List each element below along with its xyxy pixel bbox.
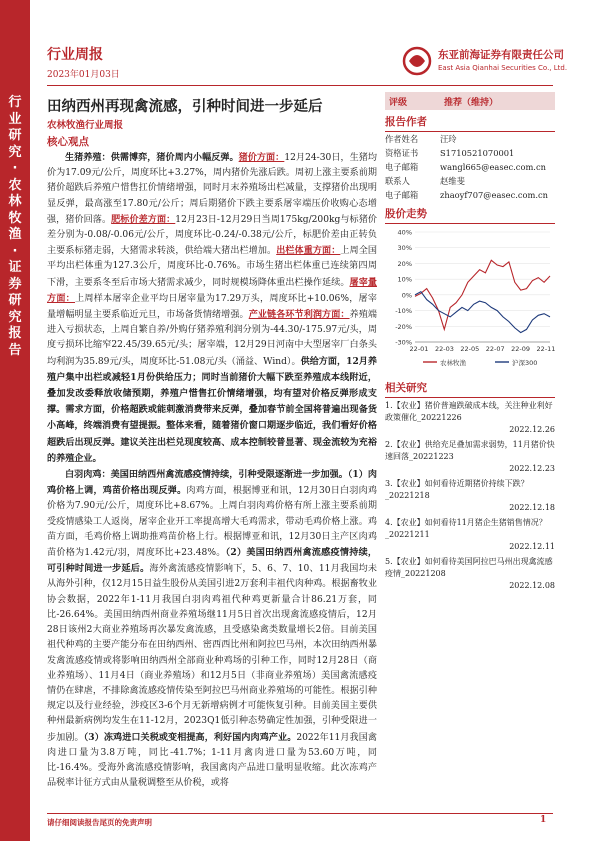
rating-value: 推荐（维持） bbox=[444, 97, 499, 108]
analyst-key: 资格证书 bbox=[385, 148, 419, 158]
header-divider bbox=[47, 85, 553, 86]
stock-chart bbox=[385, 224, 555, 374]
legend-label: 沪深300 bbox=[512, 359, 538, 367]
sidebar-banner bbox=[0, 0, 30, 841]
related-item-date: 2022.12.23 bbox=[509, 464, 555, 473]
analyst-heading: 报告作者 bbox=[385, 110, 555, 132]
report-type: 行业周报 bbox=[47, 47, 103, 63]
company-logo-icon bbox=[402, 46, 432, 76]
y-tick-label: 30% bbox=[397, 244, 412, 253]
related-item[interactable] bbox=[385, 439, 555, 475]
y-tick-label: 20% bbox=[397, 259, 412, 268]
main-body bbox=[47, 150, 377, 791]
pig-weight-heading: 出栏体重方面： bbox=[276, 245, 341, 257]
related-item[interactable] bbox=[385, 400, 555, 436]
legend-label: 农林牧渔 bbox=[440, 359, 466, 367]
x-tick-label: 22-09 bbox=[511, 345, 531, 353]
chicken-lead: 白羽肉鸡：美国田纳西州禽流感疫情持续，引种受限逐渐进一步加强。 bbox=[65, 469, 348, 481]
analyst-key: 电子邮箱 bbox=[385, 162, 419, 172]
paragraph-pig bbox=[47, 150, 377, 467]
y-tick-label: -30% bbox=[395, 338, 412, 347]
footer-divider bbox=[47, 813, 553, 814]
related-item[interactable] bbox=[385, 556, 555, 592]
related-item[interactable] bbox=[385, 517, 555, 553]
pig-price-heading: 猪价方面： bbox=[238, 152, 285, 163]
y-tick-label: 10% bbox=[397, 275, 412, 284]
analyst-key: 联系人 bbox=[385, 176, 410, 186]
company-name-en: East Asia Qianhai Securities Co., Ltd. bbox=[438, 64, 568, 72]
analyst-value: 赵维斐 bbox=[440, 176, 465, 186]
analyst-email-link[interactable]: zhaoyf707@easec.com.cn bbox=[440, 190, 548, 200]
analyst-value: S1710521070001 bbox=[440, 148, 515, 158]
sidebar-text: 行业研究·农林牧渔·证券研究报告 bbox=[8, 95, 22, 358]
x-tick-label: 22-11 bbox=[536, 345, 555, 353]
pig-weight-text: 上周全国平均出栏体重为127.3公斤，周度环比-0.76%。市场生猪出栏体重已连续第四周下滑，主要系冬至后市场大猪需求减少，同时规模场降体重出栏操作延续。 bbox=[47, 246, 377, 288]
analyst-row bbox=[385, 146, 555, 160]
related-list bbox=[385, 400, 555, 592]
y-tick-label: 0% bbox=[401, 291, 412, 300]
related-item[interactable] bbox=[385, 478, 555, 514]
pig-spread-heading: 肥标价差方面： bbox=[111, 213, 176, 225]
analyst-row bbox=[385, 188, 555, 202]
pig-profit-heading: 产业链各环节利润方面： bbox=[248, 309, 350, 321]
y-tick-label: -10% bbox=[395, 307, 412, 316]
analyst-key: 电子邮箱 bbox=[385, 190, 419, 200]
pig-price-text: 12月24-30日，生猪均价为17.09元/公斤，周度环比+3.27%，周内猪价先涨后跌。周初上涨主要系前期猪价超跌后养殖户惜售扛价情绪增强，同时月末养殖场出栏减量，支撑猪价出现明显反弹，最高涨至17.80元/公斤；周后期猪价下跌主要系屠宰端压价收购心态增强，猪价回落。 bbox=[47, 153, 377, 225]
rating-bar bbox=[385, 92, 555, 110]
related-item-date: 2022.12.18 bbox=[509, 503, 555, 512]
related-item-text[interactable]: 3.【农业】如何看待近期猪价持续下跌？_20221218 bbox=[385, 479, 529, 500]
y-tick-label: -20% bbox=[395, 322, 412, 331]
footer-disclaimer: 请仔细阅读报告尾页的免责声明 bbox=[47, 818, 152, 827]
chicken-point-1: （1）肉鸡价格上调，鸡苗价格出现反弹。 bbox=[47, 469, 377, 497]
pig-slaughter-heading: 屠宰量方面： bbox=[47, 276, 377, 304]
pig-profit-text: 养殖端进入亏损状态，上周自繁自养/外购仔猪养殖利润分别为-44.30/-175.97元/头，周度亏损环比缩窄22.45/39.65元/头；屠宰端，12月29日河南中大型屠宰厂白条头均利润为35.89元/头，周度环比-51.08元/头（涌益、Wind）。 bbox=[47, 310, 377, 367]
related-heading: 相关研究 bbox=[385, 376, 555, 398]
chicken-point-3-text: 2022年11月我国禽肉进口量为3.8万吨，同比-41.7%；1-11月禽肉进口量为53.60万吨，同比-16.4%。受海外禽流感疫情影响，我国禽肉产品进口量明显收缩。此次冻鸡产品税率计征方式由从量税调整至从价税，或将 bbox=[47, 732, 377, 789]
analyst-email-link[interactable]: wangl665@easec.com.cn bbox=[440, 162, 546, 172]
pig-slaughter-text: 上周样本屠宰企业平均日屠宰量为17.29万头，周度环比+10.06%，屠宰量增幅明显主要系临近元旦，市场备货情绪增强。 bbox=[47, 293, 377, 321]
report-subtitle: 农林牧渔行业周报 bbox=[47, 120, 124, 131]
rating-label: 评级 bbox=[389, 97, 408, 108]
analyst-value: 汪玲 bbox=[440, 134, 457, 144]
x-tick-label: 22-03 bbox=[434, 345, 454, 353]
related-item-date: 2022.12.26 bbox=[509, 425, 555, 434]
chart-heading: 股价走势 bbox=[385, 202, 555, 224]
related-item-text[interactable]: 2.【农业】供给充足叠加需求弱势，11月猪价快速回落_20221223 bbox=[385, 440, 555, 461]
stock-chart-svg bbox=[385, 224, 555, 374]
pig-spread-text: 12月23日-12月29日当周175kg/200kg与标猪价差分别为-0.08/-0.06元/公斤，周度环比-0.24/-0.38元/公斤，标肥价差由正转负主要系标猪走弱，大猪需求转淡，供给端大猪出栏增加。 bbox=[47, 214, 377, 257]
x-tick-label: 22-07 bbox=[485, 345, 505, 353]
chicken-point-2: （2）美国田纳西州禽流感疫情持续，可引种时间进一步延后。 bbox=[47, 547, 378, 575]
x-tick-label: 22-05 bbox=[460, 345, 480, 353]
pig-conclusion: 供给方面，12月养殖户集中出栏或减轻1月份供给压力；同时当前猪价大幅下跌至养殖成本线附近，叠加发改委释放收储预期，养殖户惜售扛价情绪增强，均有望对价格反弹形成支撑。需求方面，价格超跌或能刺激消费带来反弹，叠加春节前全国将普遍出现备货小高峰，终端消费有望提振。整体来看，随着猪价窗口期逐步临近，我们看好价格超跌后出现反弹。建议关注出栏兑现度较高、成本控制较普显著、现金流较为充裕的养殖企业。 bbox=[47, 355, 377, 464]
report-date: 2023年01月03日 bbox=[47, 70, 120, 80]
analyst-row bbox=[385, 174, 555, 188]
analyst-key: 作者姓名 bbox=[385, 134, 419, 144]
analyst-row bbox=[385, 160, 555, 174]
related-item-date: 2022.12.11 bbox=[509, 542, 555, 551]
company-name-cn: 东亚前海证券有限责任公司 bbox=[438, 49, 564, 61]
related-item-text[interactable]: 1.【农业】猪价普遍跌破成本线，关注种业利好政策催化_20221226 bbox=[385, 401, 553, 422]
related-item-text[interactable]: 5.【农业】如何看待美国阿拉巴马州出现禽流感疫情_20221208 bbox=[385, 557, 553, 578]
chicken-point-1-text: 肉鸡方面，根据博亚和讯，12月30日白羽肉鸡价格为7.90元/公斤，周度环比+8.67%。上周白羽肉鸡价格有所上涨主要系前期受疫情感染工人返岗，屠宰企业开工率提高增大毛鸡需求，带动毛鸡价格上涨。鸡苗方面，毛鸡价格上调助推鸡苗价格上行。根据博亚和讯，12月30日主产区肉鸡苗价格为1.42元/羽，周度环比+23.48%。 bbox=[47, 486, 377, 559]
sidebar-info bbox=[385, 92, 555, 595]
page-number: 1 bbox=[540, 815, 547, 825]
chicken-point-2-text: 海外禽流感疫情影响下，5、6、7、10、11月我国均未从海外引种，仅12月15日益生股份从美国引进2万套利丰祖代肉种鸡。根据畜牧业协会数据，2022年1-11月我国白羽肉鸡祖代种鸡更新量合计86.21万套，同比-26.64%。美国田纳西州商业养殖场继11月5日首次出现禽流感疫情后，12月28日该州2大商业养殖场再次暴发禽流感，且受感染禽类数量增长2倍。目前美国祖代种鸡的主要产能分布在田纳西州、密西西比州和阿拉巴马州，本次田纳西州暴发禽流感疫情或将影响田纳西州全部商业种鸡场的引种工作，同时12月28日（商业养殖场）、11月4日（商业养殖场）和12月5日（非商业养殖场）美国禽流感疫情仍在肆虐，不排除禽流感疫情传染至阿拉巴马州商业养殖场的可能性。根据引种规定以及行业经验，涉疫区3-6个月无新增病例才可能恢复引种。目前美国主要供种州最新病例均发生在11-12月，2023Q1低引种态势确定性加强，引种受限进一步加剧。 bbox=[47, 564, 377, 743]
analyst-list bbox=[385, 132, 555, 202]
related-item-date: 2022.12.08 bbox=[509, 581, 555, 590]
analyst-row bbox=[385, 132, 555, 146]
x-tick-label: 22-01 bbox=[409, 345, 429, 353]
paragraph-chicken bbox=[47, 467, 377, 791]
y-tick-label: 40% bbox=[397, 228, 412, 237]
page-title: 田纳西州再现禽流感，引种时间进一步延后 bbox=[47, 98, 323, 115]
section-core-label: 核心观点 bbox=[47, 136, 89, 148]
pig-lead: 生猪养殖：供需博弈，猪价周内小幅反弹。 bbox=[65, 152, 239, 163]
chicken-point-3: （3）冻鸡进口关税或变相提高，利好国内肉鸡产业。 bbox=[83, 731, 297, 743]
related-item-text[interactable]: 4.【农业】如何看待11月猪企生猪销售情况？_20221211 bbox=[385, 518, 547, 539]
